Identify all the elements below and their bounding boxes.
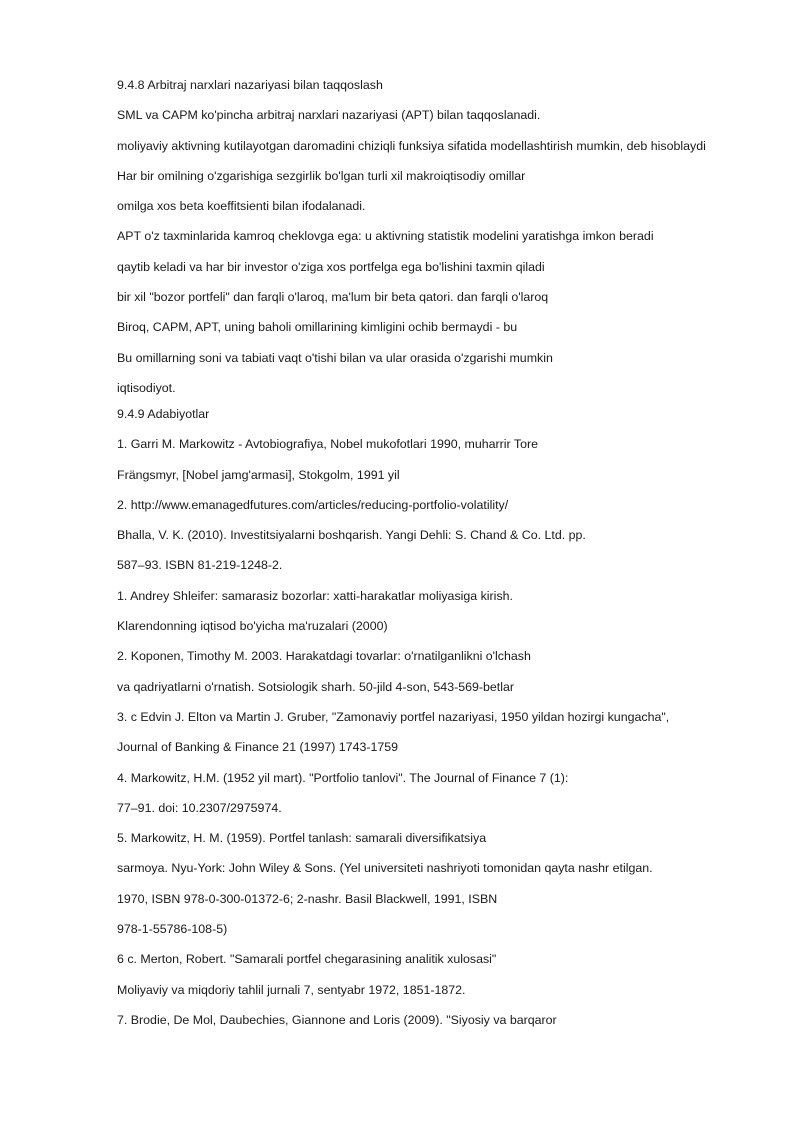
text-line: moliyaviy aktivning kutilayotgan daromadini chiziqli funksiya sifatida modellashtirish mumkin, deb hisoblaydi <box>117 138 706 153</box>
section-heading: 9.4.8 Arbitraj narxlari nazariyasi bilan taqqoslash <box>117 78 383 92</box>
reference-line: va qadriyatlarni o'rnatish. Sotsiologik sharh. 50-jild 4-son, 543-569-betlar <box>117 679 515 694</box>
reference-line: 1970, ISBN 978-0-300-01372-6; 2-nashr. Basil Blackwell, 1991, ISBN <box>117 891 498 906</box>
reference-line: 3. c Edvin J. Elton va Martin J. Gruber, "Zamonaviy portfel nazariyasi, 1950 yildan hozirgi kungacha", <box>117 709 670 724</box>
text-line: iqtisodiyot. <box>117 380 176 395</box>
reference-line: 978-1-55786-108-5) <box>117 922 228 937</box>
reference-line: 2. Koponen, Timothy M. 2003. Harakatdagi tovarlar: o'rnatilganlikni o'lchash <box>117 649 531 664</box>
reference-line: 587–93. ISBN 81-219-1248-2. <box>117 558 283 573</box>
reference-line: sarmoya. Nyu-York: John Wiley & Sons. (Yel universiteti nashriyoti tomonidan qayta nashr etilgan. <box>117 861 653 876</box>
text-line: qaytib keladi va har bir investor o'ziga xos portfelga ega bo'lishini taxmin qiladi <box>117 259 545 274</box>
text-line: bir xil "bozor portfeli" dan farqli o'laroq, ma'lum bir beta qatori. dan farqli o'laroq <box>117 290 549 305</box>
text-line: Biroq, CAPM, APT, uning baholi omillarining kimligini ochib bermaydi - bu <box>117 320 518 335</box>
text-line: Bu omillarning soni va tabiati vaqt o'tishi bilan va ular orasida o'zgarishi mumkin <box>117 350 553 365</box>
reference-line: Klarendonning iqtisod bo'yicha ma'ruzalari (2000) <box>117 619 388 634</box>
document-body <box>117 76 717 1029</box>
text-line: omilga xos beta koeffitsienti bilan ifodalanadi. <box>117 199 366 214</box>
reference-line: 6 c. Merton, Robert. "Samarali portfel chegarasining analitik xulosasi" <box>117 952 497 967</box>
reference-line: Bhalla, V. K. (2010). Investitsiyalarni boshqarish. Yangi Dehli: S. Chand & Co. Ltd. pp. <box>117 528 586 543</box>
text-line: APT o'z taxminlarida kamroq cheklovga ega: u aktivning statistik modelini yaratishga imkon beradi <box>117 229 654 244</box>
reference-line: 77–91. doi: 10.2307/2975974. <box>117 800 282 815</box>
reference-line: 5. Markowitz, H. M. (1959). Portfel tanlash: samarali diversifikatsiya <box>117 831 487 846</box>
reference-line: 1. Garri M. Markowitz - Avtobiografiya, Nobel mukofotlari 1990, muharrir Tore <box>117 437 538 452</box>
reference-line: Moliyaviy va miqdoriy tahlil jurnali 7, sentyabr 1972, 1851-1872. <box>117 982 466 997</box>
text-line: Har bir omilning o'zgarishiga sezgirlik bo'lgan turli xil makroiqtisodiy omillar <box>117 168 526 183</box>
reference-line: 2. http://www.emanagedfutures.com/articles/reducing-portfolio-volatility/ <box>117 497 509 512</box>
section-heading: 9.4.9 Adabiyotlar <box>117 406 210 421</box>
text-line: SML va CAPM ko'pincha arbitraj narxlari nazariyasi (APT) bilan taqqoslanadi. <box>117 108 541 123</box>
reference-line: Frängsmyr, [Nobel jamg'armasi], Stokgolm, 1991 yil <box>117 467 400 482</box>
reference-line: 4. Markowitz, H.M. (1952 yil mart). "Portfolio tanlovi". The Journal of Finance 7 (1): <box>117 770 569 785</box>
reference-line: 7. Brodie, De Mol, Daubechies, Giannone and Loris (2009). "Siyosiy va barqaror <box>117 1012 557 1027</box>
reference-line: 1. Andrey Shleifer: samarasiz bozorlar: xatti-harakatlar moliyasiga kirish. <box>117 588 513 603</box>
reference-line: Journal of Banking & Finance 21 (1997) 1743-1759 <box>117 740 399 755</box>
